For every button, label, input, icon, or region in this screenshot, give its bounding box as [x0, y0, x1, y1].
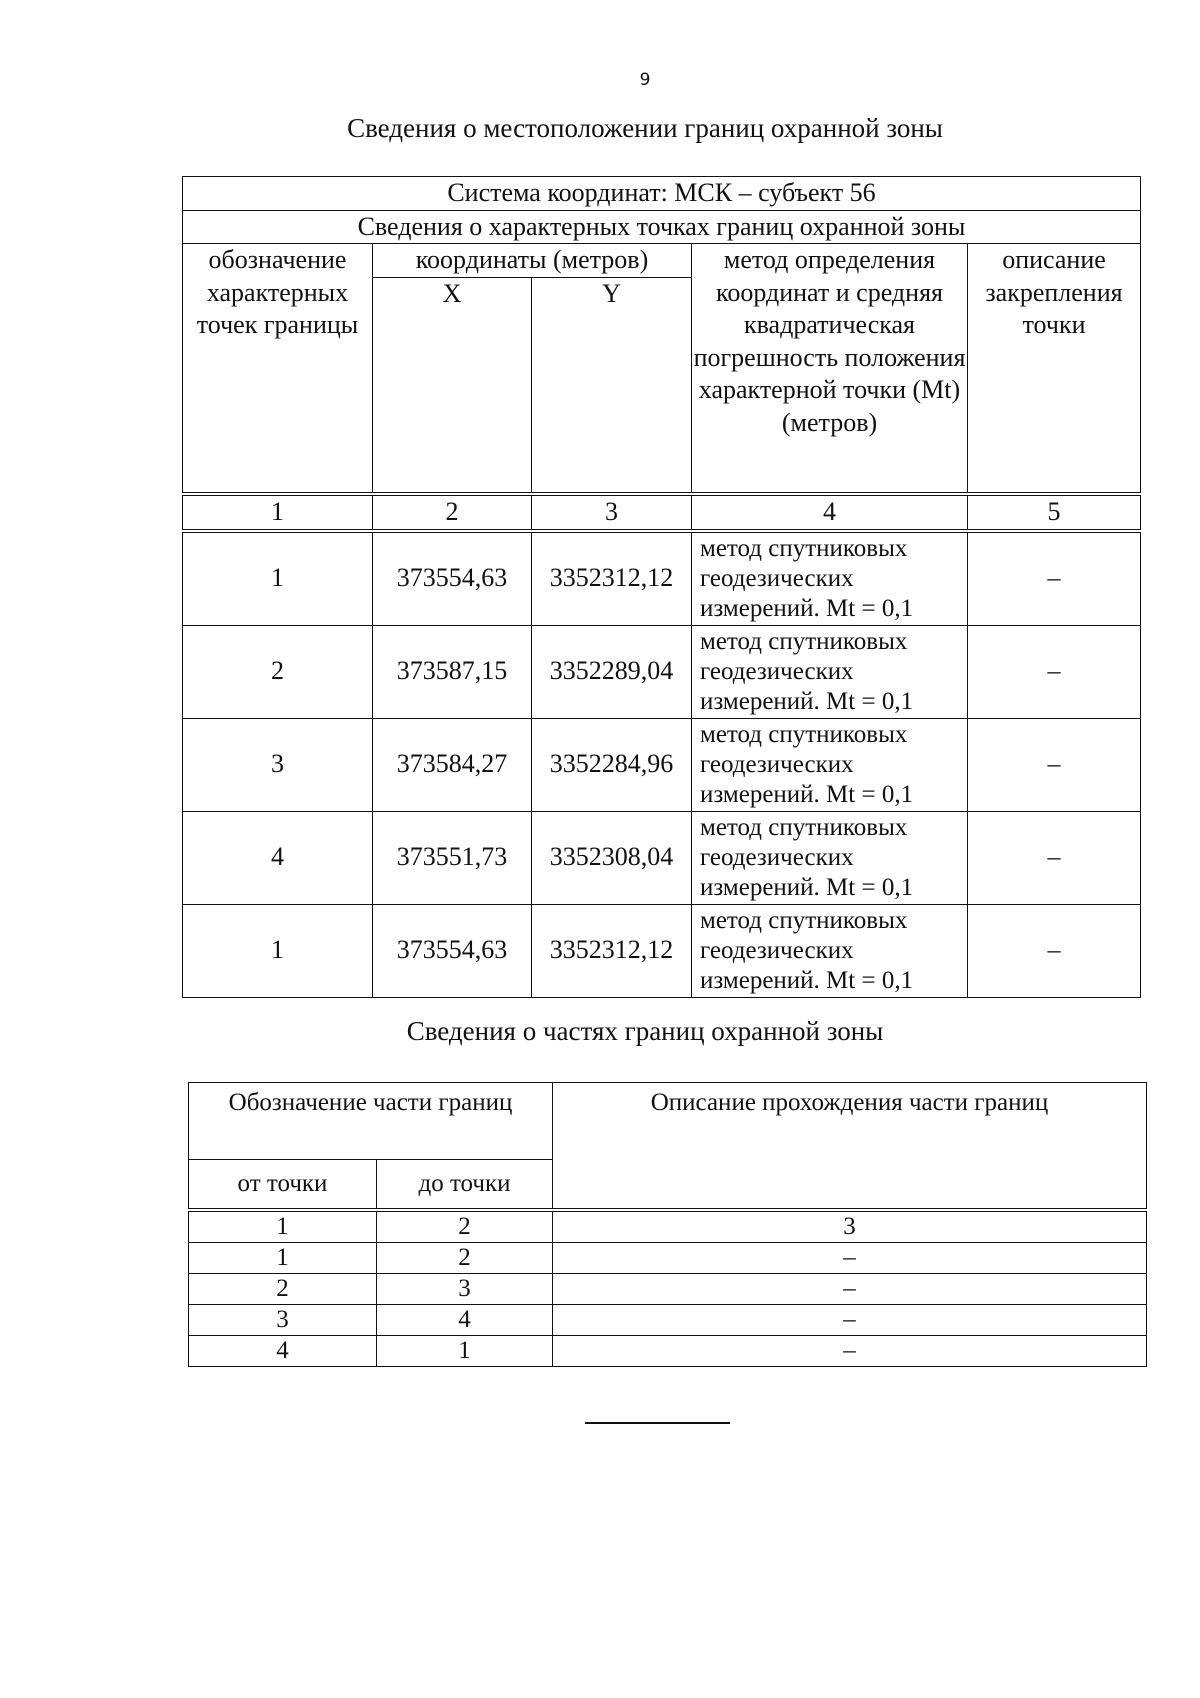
to-point: 3	[377, 1274, 553, 1305]
column-number: 3	[553, 1210, 1147, 1243]
method-value: метод спутниковых геодезических измерений. Mt = 0,1	[692, 811, 968, 904]
header-description: описание закрепления точки	[968, 244, 1141, 495]
y-value: 3352312,12	[532, 904, 692, 997]
table-row	[183, 625, 1141, 718]
table-row	[183, 811, 1141, 904]
description-value: –	[968, 718, 1141, 811]
to-point: 1	[377, 1336, 553, 1367]
y-value: 3352289,04	[532, 625, 692, 718]
coordinate-system: Система координат: МСК – субъект 56	[183, 177, 1141, 211]
table-row	[189, 1274, 1147, 1305]
table-row	[189, 1305, 1147, 1336]
passage-description: –	[553, 1274, 1147, 1305]
column-number: 1	[183, 494, 373, 531]
method-value: метод спутниковых геодезических измерений. Mt = 0,1	[692, 531, 968, 626]
column-number: 2	[373, 494, 532, 531]
passage-description: –	[553, 1336, 1147, 1367]
parts-table	[188, 1082, 1147, 1367]
x-value: 373554,63	[373, 904, 532, 997]
x-value: 373551,73	[373, 811, 532, 904]
column-number: 2	[377, 1210, 553, 1243]
passage-description: –	[553, 1305, 1147, 1336]
method-value: метод спутниковых геодезических измерений. Mt = 0,1	[692, 904, 968, 997]
page-number: 9	[639, 70, 651, 90]
column-number: 1	[189, 1210, 377, 1243]
y-value: 3352308,04	[532, 811, 692, 904]
header-coordinates: координаты (метров)	[373, 244, 692, 278]
description-value: –	[968, 811, 1141, 904]
description-value: –	[968, 904, 1141, 997]
header-passage: Описание прохождения части границ	[553, 1083, 1147, 1211]
point-id: 1	[183, 531, 373, 626]
description-value: –	[968, 531, 1141, 626]
column-number: 5	[968, 494, 1141, 531]
section-heading-boundaries: Сведения о местоположении границ охранной зоны	[347, 113, 943, 143]
table-row	[183, 531, 1141, 626]
method-value: метод спутниковых геодезических измерений. Mt = 0,1	[692, 718, 968, 811]
point-id: 2	[183, 625, 373, 718]
description-value: –	[968, 625, 1141, 718]
point-id: 1	[183, 904, 373, 997]
header-method: метод определения координат и средняя квадратическая погрешность положения характерной точки (Mt) (метров)	[692, 244, 968, 495]
y-value: 3352312,12	[532, 531, 692, 626]
points-table	[182, 176, 1141, 998]
table-row	[183, 718, 1141, 811]
points-table-subtitle: Сведения о характерных точках границ охранной зоны	[183, 210, 1141, 244]
point-id: 4	[183, 811, 373, 904]
header-point: обозначение характерных точек границы	[183, 244, 373, 495]
from-point: 2	[189, 1274, 377, 1305]
end-divider	[585, 1422, 730, 1424]
column-number: 4	[692, 494, 968, 531]
to-point: 4	[377, 1305, 553, 1336]
x-value: 373554,63	[373, 531, 532, 626]
to-point: 2	[377, 1243, 553, 1274]
header-y: Y	[532, 277, 692, 494]
y-value: 3352284,96	[532, 718, 692, 811]
method-value: метод спутниковых геодезических измерений. Mt = 0,1	[692, 625, 968, 718]
column-number: 3	[532, 494, 692, 531]
from-point: 4	[189, 1336, 377, 1367]
header-from: от точки	[189, 1160, 377, 1211]
passage-description: –	[553, 1243, 1147, 1274]
from-point: 1	[189, 1243, 377, 1274]
x-value: 373587,15	[373, 625, 532, 718]
x-value: 373584,27	[373, 718, 532, 811]
section-heading-parts: Сведения о частях границ охранной зоны	[406, 1016, 884, 1046]
header-part: Обозначение части границ	[189, 1083, 553, 1160]
from-point: 3	[189, 1305, 377, 1336]
table-row	[189, 1243, 1147, 1274]
header-to: до точки	[377, 1160, 553, 1211]
table-row	[189, 1336, 1147, 1367]
point-id: 3	[183, 718, 373, 811]
table-row	[183, 904, 1141, 997]
header-x: X	[373, 277, 532, 494]
